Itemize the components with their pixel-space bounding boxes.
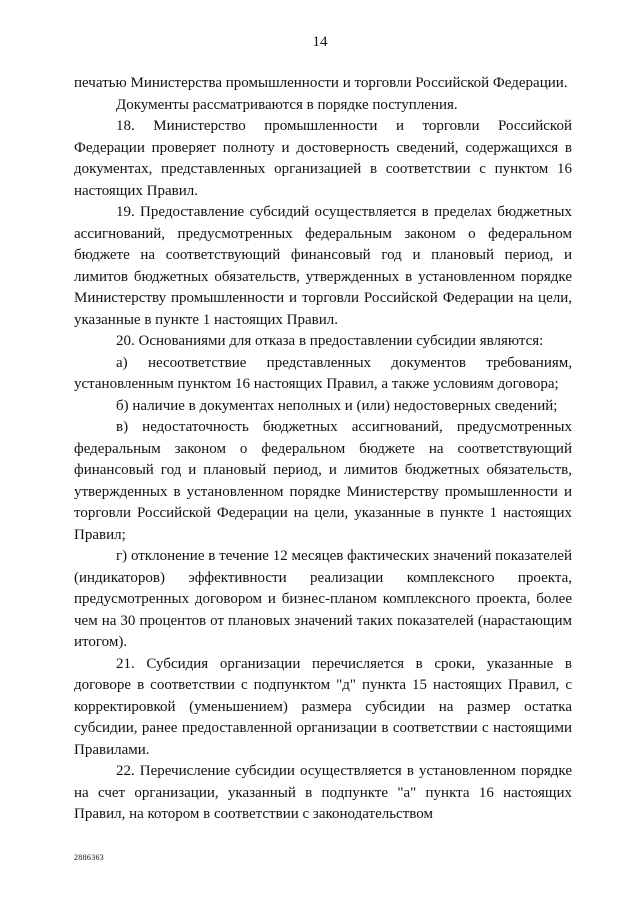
document-id: 2886363 xyxy=(74,853,105,862)
page-number: 14 xyxy=(312,34,328,50)
paragraph-item-20-g: г) отклонение в течение 12 месяцев фактических значений показателей (индикаторов) эффективности реализации комплексного проекта, предусмотренных договором и бизнес-планом комплексного проекта, более чем на 30 процентов от плановых значений таких показателей (нарастающим итогом). xyxy=(74,548,572,650)
paragraph-item-22: 22. Перечисление субсидии осуществляется в установленном порядке на счет организации, указанный в подпункте "а" пункта 16 настоящих Правил, на котором в соответствии с законодательством xyxy=(74,763,572,822)
paragraph-item-18: 18. Министерство промышленности и торговли Российской Федерации проверяет полноту и достоверность сведений, содержащихся в документах, представленных организацией в соответствии с пунктом 16 настоящих Правил. xyxy=(74,118,572,199)
document-body xyxy=(74,73,572,826)
paragraph-item-20-a: а) несоответствие представленных документов требованиям, установленным пунктом 16 настоящих Правил, а также условиям договора; xyxy=(74,354,572,392)
paragraph-item-19: 19. Предоставление субсидий осуществляется в пределах бюджетных ассигнований, предусмотренных федеральным законом о федеральном бюджете на соответствующий финансовый год и плановый период, и лимитов бюджетных обязательств, утвержденных в установленном порядке Министерству промышленности и торговли Российской Федерации на цели, указанные в пункте 1 настоящих Правил. xyxy=(74,204,572,328)
paragraph-item-20: 20. Основаниями для отказа в предоставлении субсидии являются: xyxy=(116,333,544,349)
paragraph-item-20-v: в) недостаточность бюджетных ассигнований, предусмотренных федеральным законом о федеральном бюджете на соответствующий финансовый год и плановый период, и лимитов бюджетных обязательств, утвержденных в установленном порядке Министерству промышленности и торговли Российской Федерации на цели, указанные в пункте 1 настоящих Правил; xyxy=(74,419,572,543)
paragraph-documents-order: Документы рассматриваются в порядке поступления. xyxy=(116,96,458,113)
paragraph-item-21: 21. Субсидия организации перечисляется в сроки, указанные в договоре в соответствии с подпунктом "д" пункта 15 настоящих Правил, с корректировкой (уменьшением) размера субсидии на размер остатка субсидии, ранее предоставленной организации в соответствии с настоящими Правилами. xyxy=(74,655,572,758)
paragraph-continuation: печатью Министерства промышленности и торговли Российской Федерации. xyxy=(74,75,568,91)
paragraph-item-20-b: б) наличие в документах неполных и (или) недостоверных сведений; xyxy=(116,397,558,414)
